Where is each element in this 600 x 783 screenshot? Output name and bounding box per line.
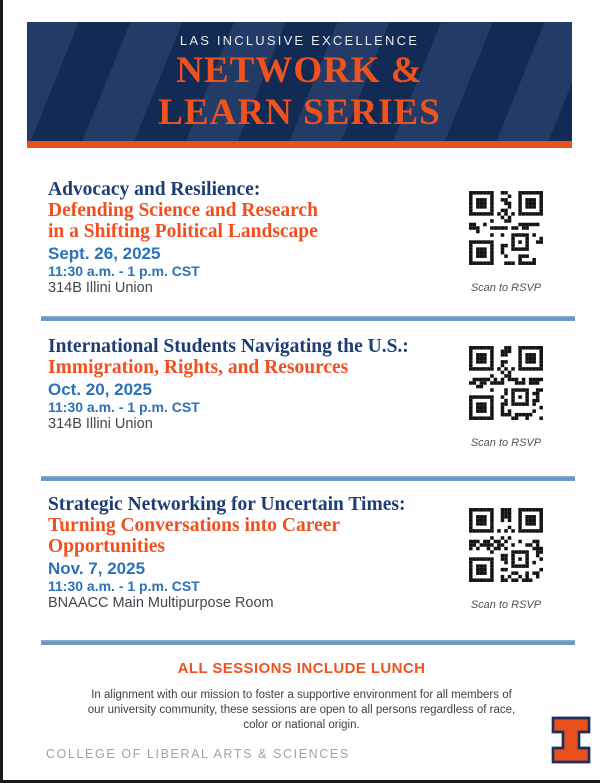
session-subtitle-line: Defending Science and Research <box>48 200 318 221</box>
session-list <box>41 148 575 645</box>
qr-caption: Scan to RSVP <box>470 437 542 449</box>
college-name: COLLEGE OF LIBERAL ARTS & SCIENCES <box>46 747 350 761</box>
session-time: 11:30 a.m. - 1 p.m. CST <box>48 399 200 415</box>
qr-code-icon <box>445 184 567 272</box>
session-date: Oct. 20, 2025 <box>48 380 152 399</box>
lunch-note: ALL SESSIONS INCLUDE LUNCH <box>177 660 426 677</box>
session-date: Sept. 26, 2025 <box>48 244 161 263</box>
illinois-block-i-logo <box>551 716 591 764</box>
session-location: 314B Illini Union <box>48 416 153 432</box>
mission-statement: In alignment with our mission to foster a supportive environment for all members of our university community, these sessions are open to all persons regardless of race, color or national origin. <box>87 689 516 731</box>
session-subtitle-line: Immigration, Rights, and Resources <box>48 357 349 378</box>
session-subtitle-line: in a Shifting Political Landscape <box>48 221 318 242</box>
session-date: Nov. 7, 2025 <box>48 559 146 578</box>
session-2 <box>41 321 575 481</box>
flyer-title-line2: LEARN SERIES <box>158 92 441 133</box>
session-title: Strategic Networking for Uncertain Times: <box>48 494 406 515</box>
header-tagline: LAS INCLUSIVE EXCELLENCE <box>179 33 420 48</box>
qr-caption: Scan to RSVP <box>470 599 542 611</box>
flyer-title-line1: NETWORK & <box>176 50 423 91</box>
session-location: BNAACC Main Multipurpose Room <box>48 595 274 611</box>
session-subtitle-line: Opportunities <box>48 536 166 557</box>
qr-block <box>445 184 567 294</box>
session-3 <box>41 481 575 645</box>
session-1 <box>41 148 575 321</box>
qr-code-icon <box>445 501 567 589</box>
header-banner <box>27 22 572 148</box>
session-subtitle-line: Turning Conversations into Career <box>48 515 340 536</box>
qr-block <box>445 501 567 611</box>
session-time: 11:30 a.m. - 1 p.m. CST <box>48 263 200 279</box>
session-location: 314B Illini Union <box>48 280 153 296</box>
qr-code-icon <box>445 339 567 427</box>
session-time: 11:30 a.m. - 1 p.m. CST <box>48 578 200 594</box>
session-title: Advocacy and Resilience: <box>48 179 261 200</box>
session-title: International Students Navigating the U.S.: <box>48 336 409 357</box>
qr-block <box>445 339 567 449</box>
flyer-title <box>158 50 440 134</box>
qr-caption: Scan to RSVP <box>470 282 542 294</box>
footer-row <box>3 710 600 780</box>
